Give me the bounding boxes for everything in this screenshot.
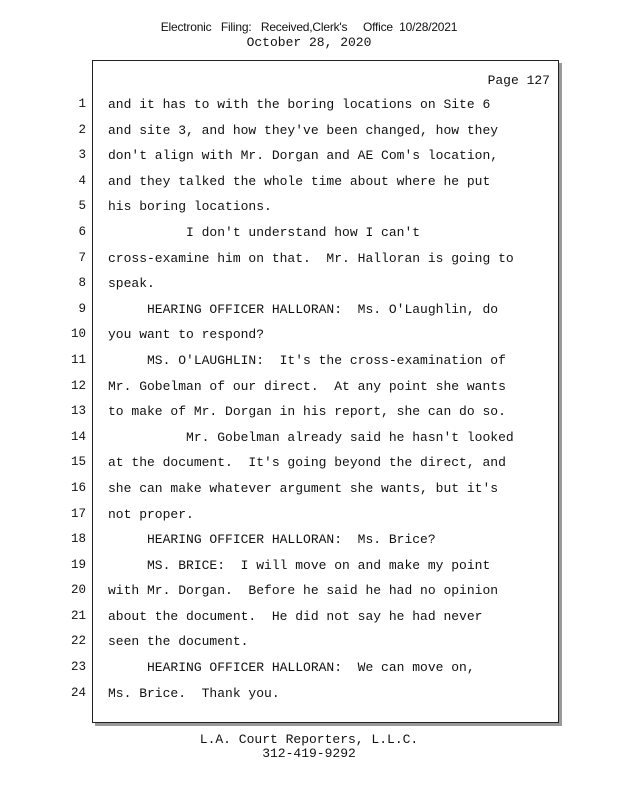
page-footer bbox=[0, 733, 618, 761]
transcript-line: you want to respond? bbox=[108, 327, 265, 343]
line-number: 3 bbox=[78, 148, 86, 163]
document-date: October 28, 2020 bbox=[246, 35, 372, 50]
transcript-line: Mr. Gobelman already said he hasn't looked bbox=[108, 429, 514, 445]
transcript-line: HEARING OFFICER HALLORAN: Ms. Brice? bbox=[108, 532, 436, 548]
transcript-line: Mr. Gobelman of our direct. At any point she wants bbox=[108, 378, 506, 394]
court-reporter-phone: 312-419-9292 bbox=[262, 746, 356, 761]
line-number: 6 bbox=[78, 224, 86, 239]
line-number: 1 bbox=[78, 97, 86, 111]
line-number: 5 bbox=[78, 199, 86, 214]
line-number: 9 bbox=[78, 301, 86, 316]
transcript-line: his boring locations. bbox=[108, 199, 272, 215]
transcript-line: cross-examine him on that. Mr. Halloran is going to bbox=[108, 250, 514, 266]
transcript-line: she can make whatever argument she wants, but it's bbox=[108, 480, 499, 496]
transcript-line: HEARING OFFICER HALLORAN: Ms. O'Laughlin, do bbox=[108, 301, 499, 317]
transcript-line: seen the document. bbox=[108, 634, 249, 650]
line-number: 20 bbox=[70, 583, 86, 598]
line-number: 12 bbox=[70, 378, 86, 393]
line-number-column bbox=[60, 92, 86, 706]
filing-stamp: Electronic Filing: Received,Clerk's Office 10/28/2021 bbox=[160, 20, 458, 34]
line-number: 19 bbox=[70, 557, 86, 572]
transcript-line: speak. bbox=[108, 276, 155, 292]
transcript-line: MS. O'LAUGHLIN: It's the cross-examination of bbox=[108, 352, 506, 368]
page-number: Page 127 bbox=[487, 73, 550, 88]
transcript-line: and it has to with the boring locations on Site 6 bbox=[108, 97, 491, 112]
line-number: 21 bbox=[70, 608, 86, 623]
transcript-line: at the document. It's going beyond the direct, and bbox=[108, 455, 506, 471]
transcript-line: with Mr. Dorgan. Before he said he had no opinion bbox=[108, 583, 499, 599]
line-number: 16 bbox=[70, 480, 86, 495]
line-number: 10 bbox=[70, 327, 86, 342]
line-number: 17 bbox=[70, 506, 86, 521]
line-number: 8 bbox=[78, 276, 86, 291]
transcript-line: and site 3, and how they've been changed, how they bbox=[108, 122, 499, 138]
transcript-line: not proper. bbox=[108, 506, 194, 522]
court-reporter-name: L.A. Court Reporters, L.L.C. bbox=[199, 732, 419, 747]
line-number: 11 bbox=[70, 352, 86, 367]
transcript-text bbox=[108, 92, 553, 706]
transcript-line: MS. BRICE: I will move on and make my point bbox=[108, 557, 491, 573]
transcript-line: I don't understand how I can't bbox=[108, 224, 421, 240]
line-number: 15 bbox=[70, 455, 86, 470]
transcript-line: about the document. He did not say he had never bbox=[108, 608, 483, 624]
line-number: 13 bbox=[70, 404, 86, 419]
transcript-line: to make of Mr. Dorgan in his report, she can do so. bbox=[108, 404, 506, 420]
line-number: 18 bbox=[70, 532, 86, 547]
transcript-line: HEARING OFFICER HALLORAN: We can move on, bbox=[108, 660, 475, 676]
transcript-line: and they talked the whole time about where he put bbox=[108, 173, 491, 189]
line-number: 4 bbox=[78, 173, 86, 188]
line-number: 7 bbox=[78, 250, 86, 265]
line-number: 14 bbox=[70, 429, 86, 444]
line-number: 24 bbox=[70, 685, 86, 700]
transcript-line: Ms. Brice. Thank you. bbox=[108, 685, 280, 701]
line-number: 2 bbox=[78, 122, 86, 137]
transcript-line: don't align with Mr. Dorgan and AE Com's location, bbox=[108, 148, 499, 164]
line-number: 22 bbox=[70, 634, 86, 649]
line-number: 23 bbox=[70, 660, 86, 675]
